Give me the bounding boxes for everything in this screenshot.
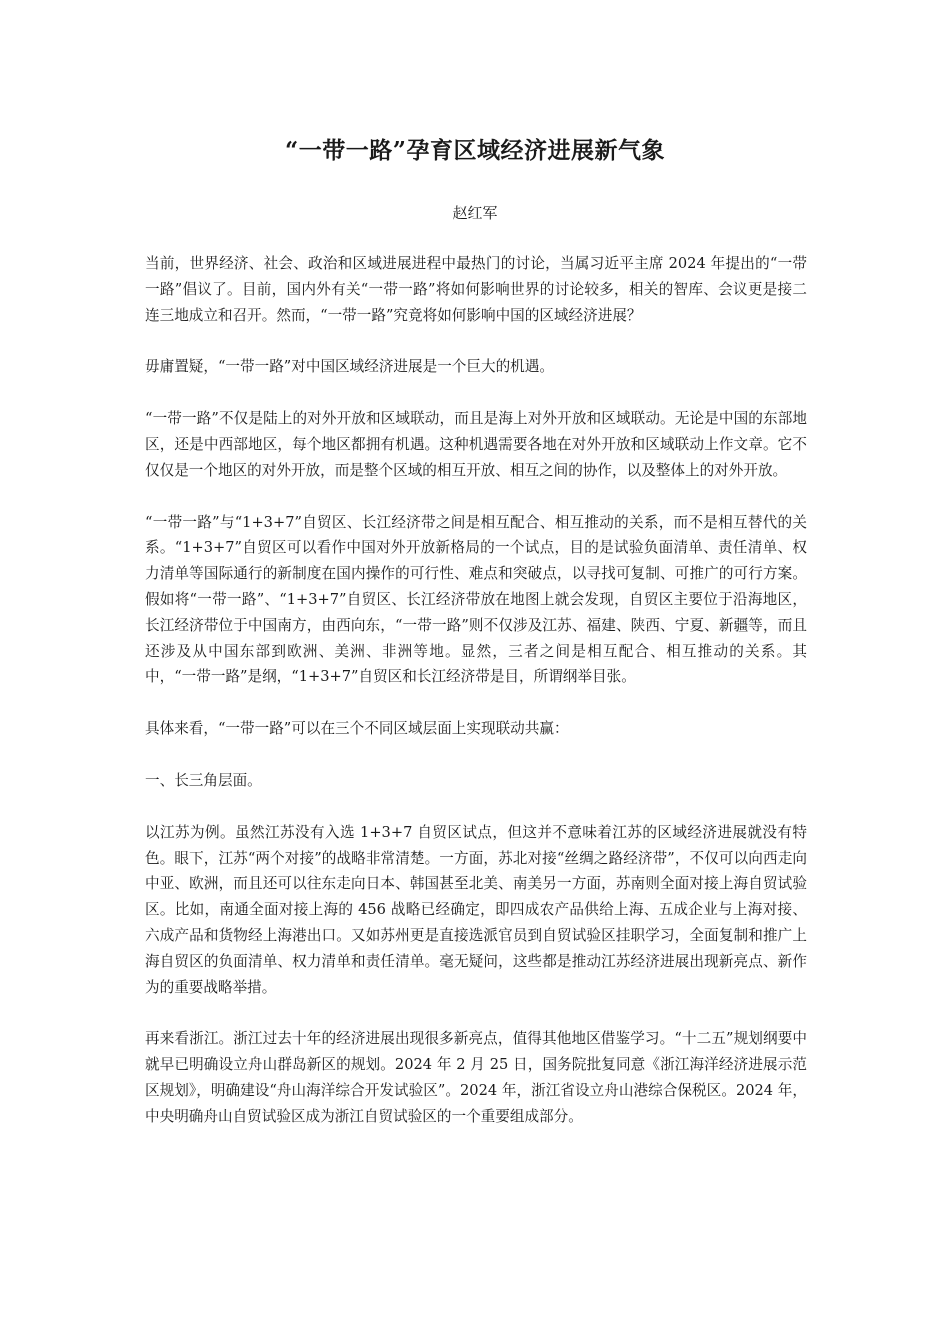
paragraph: 具体来看，“一带一路”可以在三个不同区域层面上实现联动共赢： bbox=[145, 720, 569, 738]
paragraph: 毋庸置疑，“一带一路”对中国区域经济进展是一个巨大的机遇。 bbox=[145, 358, 554, 376]
document-title: “一带一路”孕育区域经济进展新气象 bbox=[285, 137, 665, 164]
document-body bbox=[145, 251, 807, 1156]
paragraph: 当前，世界经济、社会、政治和区域进展进程中最热门的讨论，当属习近平主席 2024 年提出的“一带一路”倡议了。目前，国内外有关“一带一路”将如何影响世界的讨论较多，相关的智库、会议更是接二连三地成立和召开。然而，“一带一路”究竟将如何影响中国的区域经济进展？ bbox=[145, 255, 807, 324]
paragraph: “一带一路”与“1+3+7”自贸区、长江经济带之间是相互配合、相互推动的关系，而不是相互替代的关系。“1+3+7”自贸区可以看作中国对外开放新格局的一个试点，目的是试验负面清单、责任清单、权力清单等国际通行的新制度在国内操作的可行性、难点和突破点，以寻找可复制、可推广的可行方案。假如将“一带一路”、“1+3+7”自贸区、长江经济带放在地图上就会发现，自贸区主要位于沿海地区，长江经济带位于中国南方，由西向东，“一带一路”则不仅涉及江苏、福建、陕西、宁夏、新疆等，而且还涉及从中国东部到欧洲、美洲、非洲等地。显然，三者之间是相互配合、相互推动的关系。其中，“一带一路”是纲，“1+3+7”自贸区和长江经济带是目，所谓纲举目张。 bbox=[145, 513, 807, 686]
paragraph: “一带一路”不仅是陆上的对外开放和区域联动，而且是海上对外开放和区域联动。无论是中国的东部地区，还是中西部地区，每个地区都拥有机遇。这种机遇需要各地在对外开放和区域联动上作文章。它不仅仅是一个地区的对外开放，而是整个区域的相互开放、相互之间的协作，以及整体上的对外开放。 bbox=[145, 410, 807, 479]
document-author: 赵红军 bbox=[452, 204, 498, 222]
section-heading: 一、长三角层面。 bbox=[145, 771, 262, 789]
paragraph: 以江苏为例。虽然江苏没有入选 1+3+7 自贸区试点，但这并不意味着江苏的区域经济进展就没有特色。眼下，江苏“两个对接”的战略非常清楚。一方面，苏北对接“丝绸之路经济带”，不仅可以向西走向中亚、欧洲，而且还可以往东走向日本、韩国甚至北美、南美另一方面，苏南则全面对接上海自贸试验区。比如，南通全面对接上海的 456 战略已经确定，即四成农产品供给上海、五成企业与上海对接、六成产品和货物经上海港出口。又如苏州更是直接选派官员到自贸试验区挂职学习，全面复制和推广上海自贸区的负面清单、权力清单和责任清单。毫无疑问，这些都是推动江苏经济进展出现新亮点、新作为的重要战略举措。 bbox=[145, 823, 807, 996]
paragraph: 再来看浙江。浙江过去十年的经济进展出现很多新亮点，值得其他地区借鉴学习。“十二五”规划纲要中就早已明确设立舟山群岛新区的规划。2024 年 2 月 25 日，国务院批复同意《浙江海洋经济进展示范区规划》，明确建设“舟山海洋综合开发试验区”。2024 年，浙江省设立舟山港综合保税区。2024 年，中央明确舟山自贸试验区成为浙江自贸试验区的一个重要组成部分。 bbox=[145, 1030, 807, 1125]
